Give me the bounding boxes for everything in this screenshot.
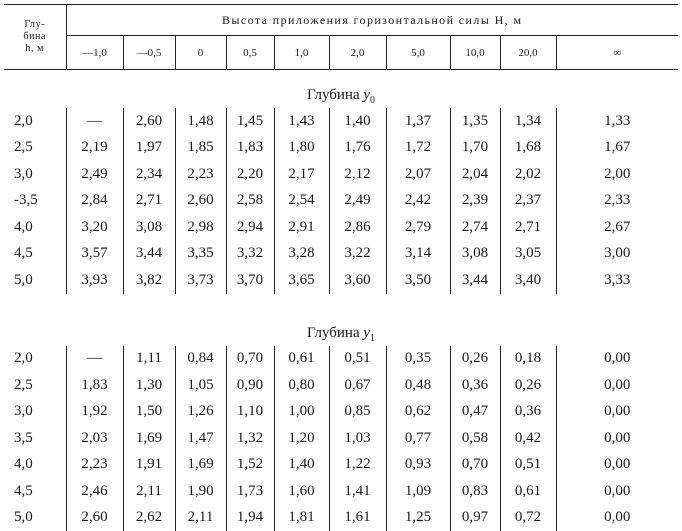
value-cell: 0,83 [450,478,500,505]
value-cell: 3,00 [556,241,678,268]
value-cell: 0,61 [274,346,329,373]
value-cell: 2,03 [66,425,123,452]
value-cell: — [66,108,123,135]
value-cell: 2,86 [329,214,386,241]
value-cell: 1,67 [556,135,678,162]
column-header: ∞ [556,36,678,70]
value-cell: 1,30 [123,372,175,399]
section-heading-row [4,70,678,109]
column-header: 0 [175,36,226,70]
value-cell: 2,71 [500,214,556,241]
value-cell: 1,25 [386,505,450,531]
depth-cell: 3,0 [4,399,66,426]
value-cell: 2,60 [66,505,123,531]
value-cell: 1,52 [226,452,274,479]
value-cell: 2,42 [386,188,450,215]
value-cell: 3,50 [386,267,450,294]
value-cell: 2,62 [123,505,175,531]
value-cell: 3,60 [329,267,386,294]
section-heading [4,70,678,109]
value-cell: 3,82 [123,267,175,294]
value-cell: 0,51 [500,452,556,479]
value-cell: 0,00 [556,505,678,531]
table-row [4,108,678,135]
value-cell: 1,32 [226,425,274,452]
value-cell: 0,85 [329,399,386,426]
value-cell: 1,03 [329,425,386,452]
value-cell: 1,43 [274,108,329,135]
value-cell: 2,34 [123,161,175,188]
depth-cell: 2,5 [4,372,66,399]
depth-cell: 3,0 [4,161,66,188]
data-table [4,4,678,531]
value-cell: 1,37 [386,108,450,135]
value-cell: 1,94 [226,505,274,531]
value-cell: 1,91 [123,452,175,479]
value-cell: 2,84 [66,188,123,215]
value-cell: 2,19 [66,135,123,162]
value-cell: 2,23 [175,161,226,188]
value-cell: 3,33 [556,267,678,294]
value-cell: 1,11 [123,346,175,373]
column-header: 0,5 [226,36,274,70]
value-cell: 2,67 [556,214,678,241]
column-header: —0,5 [123,36,175,70]
value-cell: 2,79 [386,214,450,241]
depth-cell: -3,5 [4,188,66,215]
value-cell: 1,34 [500,108,556,135]
depth-header-line-3: h, м [4,43,66,55]
value-cell: 2,20 [226,161,274,188]
section-heading-variable: y [363,87,370,103]
value-cell: 1,33 [556,108,678,135]
value-cell: 0,48 [386,372,450,399]
table-row [4,241,678,268]
value-cell: 0,47 [450,399,500,426]
section-heading-row [4,308,678,346]
value-cell: 1,60 [274,478,329,505]
value-cell: 1,97 [123,135,175,162]
depth-cell: 3,5 [4,425,66,452]
value-cell: 2,46 [66,478,123,505]
value-cell: 3,32 [226,241,274,268]
value-cell: 3,57 [66,241,123,268]
value-cell: 3,65 [274,267,329,294]
section-heading-text: Глубина [307,87,363,103]
value-cell: 1,68 [500,135,556,162]
value-cell: 0,26 [500,372,556,399]
value-cell: 1,85 [175,135,226,162]
table-row [4,214,678,241]
value-cell: 0,70 [450,452,500,479]
value-cell: 0,35 [386,346,450,373]
depth-cell: 2,5 [4,135,66,162]
value-cell: 3,73 [175,267,226,294]
value-cell: 2,98 [175,214,226,241]
value-cell: 0,70 [226,346,274,373]
value-cell: 3,35 [175,241,226,268]
table-row [4,372,678,399]
value-cell: 0,00 [556,346,678,373]
table-header [4,5,678,70]
depth-cell: 4,5 [4,478,66,505]
depth-cell: 2,0 [4,108,66,135]
table-row [4,161,678,188]
table-row [4,346,678,373]
depth-header-line-1: Глу- [4,19,66,31]
value-cell: 0,18 [500,346,556,373]
value-cell: 0,36 [500,399,556,426]
column-header: —1,0 [66,36,123,70]
value-cell: 0,72 [500,505,556,531]
value-cell: 1,83 [66,372,123,399]
value-cell: 0,77 [386,425,450,452]
value-cell: 0,90 [226,372,274,399]
depth-cell: 5,0 [4,267,66,294]
value-cell: 1,61 [329,505,386,531]
value-cell: 0,97 [450,505,500,531]
value-cell: 3,44 [450,267,500,294]
column-header-row [4,36,678,70]
value-cell: 3,05 [500,241,556,268]
value-cell: 3,44 [123,241,175,268]
value-cell: 1,40 [329,108,386,135]
value-cell: 0,00 [556,478,678,505]
section-heading [4,308,678,346]
table-row [4,135,678,162]
value-cell: 2,54 [274,188,329,215]
value-cell: 1,83 [226,135,274,162]
value-cell: 1,22 [329,452,386,479]
table-body [4,70,678,531]
value-cell: 2,00 [556,161,678,188]
value-cell: 1,05 [175,372,226,399]
value-cell: 1,90 [175,478,226,505]
value-cell: 3,28 [274,241,329,268]
depth-column-header [4,5,66,70]
value-cell: 3,70 [226,267,274,294]
section-heading-variable: y [363,325,370,341]
value-cell: 2,04 [450,161,500,188]
value-cell: 1,26 [175,399,226,426]
value-cell: 0,67 [329,372,386,399]
value-cell: 2,94 [226,214,274,241]
value-cell: 1,69 [175,452,226,479]
value-cell: 3,08 [450,241,500,268]
column-header: 5,0 [386,36,450,70]
table-row [4,399,678,426]
value-cell: 2,12 [329,161,386,188]
value-cell: 2,23 [66,452,123,479]
table-title: Высота приложения горизонтальной силы H, м [66,5,678,36]
table-row [4,505,678,531]
value-cell: 0,62 [386,399,450,426]
value-cell: 0,00 [556,372,678,399]
depth-cell: 4,5 [4,241,66,268]
table-row [4,478,678,505]
table-row [4,267,678,294]
value-cell: 3,93 [66,267,123,294]
value-cell: 1,00 [274,399,329,426]
value-cell: 3,14 [386,241,450,268]
value-cell: 1,69 [123,425,175,452]
value-cell: 2,37 [500,188,556,215]
value-cell: 1,80 [274,135,329,162]
value-cell: 2,58 [226,188,274,215]
table-row [4,452,678,479]
value-cell: 2,60 [123,108,175,135]
depth-header-line-2: бина [4,31,66,43]
value-cell: 0,84 [175,346,226,373]
column-header: 1,0 [274,36,329,70]
value-cell: 1,09 [386,478,450,505]
depth-cell: 4,0 [4,214,66,241]
section-heading-text: Глубина [307,325,363,341]
value-cell: 3,22 [329,241,386,268]
section-heading-subscript: 1 [370,333,375,344]
value-cell: 2,11 [123,478,175,505]
section-heading-subscript: 0 [370,95,375,106]
value-cell: — [66,346,123,373]
value-cell: 0,36 [450,372,500,399]
value-cell: 1,45 [226,108,274,135]
depth-cell: 4,0 [4,452,66,479]
table-row [4,425,678,452]
value-cell: 1,81 [274,505,329,531]
value-cell: 1,41 [329,478,386,505]
value-cell: 2,60 [175,188,226,215]
value-cell: 2,49 [66,161,123,188]
value-cell: 1,47 [175,425,226,452]
column-header: 10,0 [450,36,500,70]
depth-cell: 5,0 [4,505,66,531]
value-cell: 1,10 [226,399,274,426]
value-cell: 2,02 [500,161,556,188]
value-cell: 2,07 [386,161,450,188]
value-cell: 0,51 [329,346,386,373]
value-cell: 2,39 [450,188,500,215]
value-cell: 1,72 [386,135,450,162]
column-header: 20,0 [500,36,556,70]
value-cell: 2,49 [329,188,386,215]
value-cell: 0,00 [556,452,678,479]
value-cell: 1,76 [329,135,386,162]
value-cell: 3,08 [123,214,175,241]
value-cell: 2,71 [123,188,175,215]
table-row [4,188,678,215]
depth-cell: 2,0 [4,346,66,373]
value-cell: 3,20 [66,214,123,241]
value-cell: 1,73 [226,478,274,505]
value-cell: 1,50 [123,399,175,426]
value-cell: 2,74 [450,214,500,241]
value-cell: 2,17 [274,161,329,188]
value-cell: 0,00 [556,425,678,452]
value-cell: 1,48 [175,108,226,135]
value-cell: 0,42 [500,425,556,452]
value-cell: 1,40 [274,452,329,479]
value-cell: 0,26 [450,346,500,373]
value-cell: 2,11 [175,505,226,531]
value-cell: 0,58 [450,425,500,452]
value-cell: 1,92 [66,399,123,426]
value-cell: 3,40 [500,267,556,294]
value-cell: 0,93 [386,452,450,479]
value-cell: 1,70 [450,135,500,162]
value-cell: 0,00 [556,399,678,426]
section-gap [4,294,678,308]
value-cell: 1,35 [450,108,500,135]
value-cell: 1,20 [274,425,329,452]
value-cell: 0,61 [500,478,556,505]
value-cell: 2,91 [274,214,329,241]
value-cell: 0,80 [274,372,329,399]
column-header: 2,0 [329,36,386,70]
value-cell: 2,33 [556,188,678,215]
